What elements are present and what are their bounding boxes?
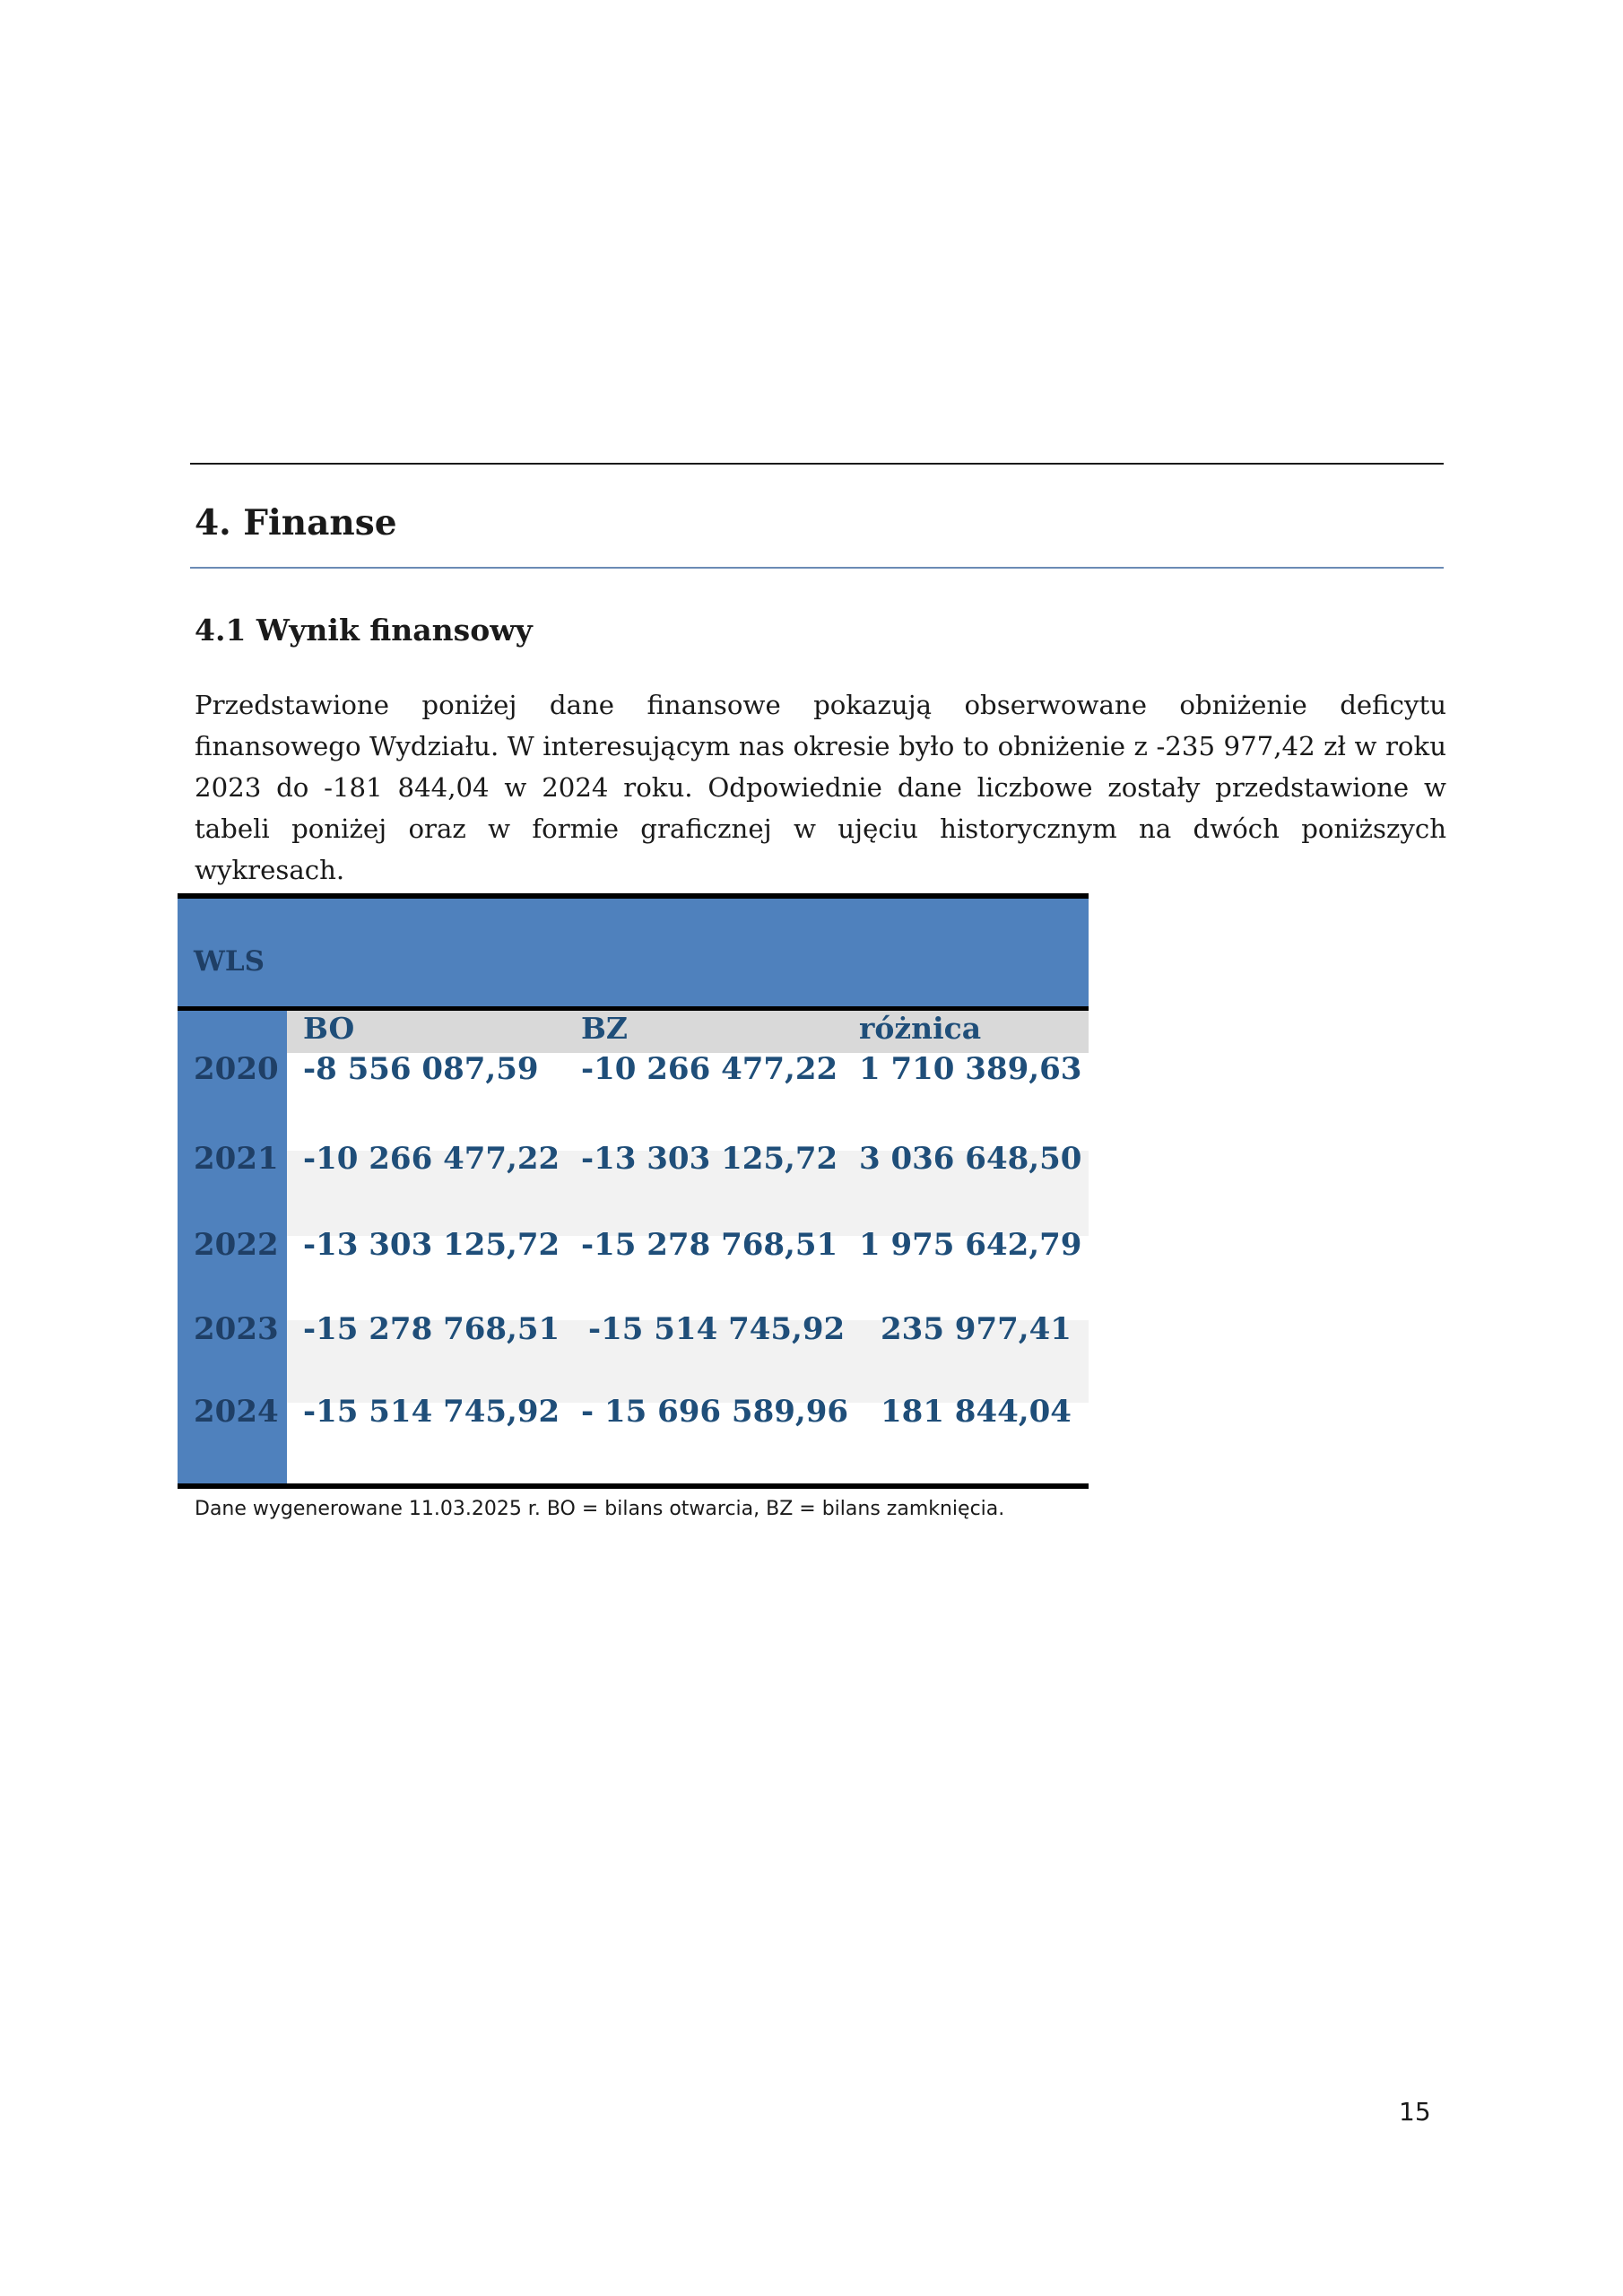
table-caption-row bbox=[178, 899, 1089, 1006]
cell-bo: -10 266 477,22 bbox=[303, 1141, 560, 1177]
finance-table bbox=[178, 893, 1089, 1489]
intro-paragraph: Przedstawione poniżej dane finansowe pokazują obserwowane obniżenie deficytu finansowego Wydziału. W interesującym nas okresie było to obniżenie z -235 977,42 zł w roku 2023 do -181 844,04 w 2024 roku. Odpowiednie dane liczbowe zostały przedstawione w tabeli poniżej oraz w formie graficznej w ujęciu historycznym na dwóch poniższych wykresach. bbox=[195, 690, 1446, 885]
table-note: Dane wygenerowane 11.03.2025 r. BO = bilans otwarcia, BZ = bilans zamknięcia. bbox=[195, 1498, 1005, 1520]
cell-bo: -8 556 087,59 bbox=[303, 1051, 539, 1087]
cell-bz: - 15 696 589,96 bbox=[581, 1394, 849, 1430]
table-bottom-border bbox=[178, 1483, 1089, 1489]
row-year: 2024 bbox=[194, 1394, 279, 1430]
cell-bz: -10 266 477,22 bbox=[581, 1051, 838, 1087]
cell-bz: -15 514 745,92 bbox=[588, 1311, 846, 1347]
cell-diff: 181 844,04 bbox=[881, 1394, 1072, 1430]
cell-diff: 235 977,41 bbox=[881, 1311, 1072, 1347]
row-year: 2020 bbox=[194, 1051, 279, 1087]
row-year: 2023 bbox=[194, 1311, 279, 1347]
cell-diff: 1 710 389,63 bbox=[859, 1051, 1082, 1087]
cell-bo: -13 303 125,72 bbox=[303, 1227, 560, 1263]
table-caption: WLS bbox=[194, 945, 265, 978]
row-year: 2021 bbox=[194, 1141, 279, 1177]
cell-bz: -15 278 768,51 bbox=[581, 1227, 838, 1263]
column-header-bo: BO bbox=[303, 1011, 355, 1046]
cell-diff: 3 036 648,50 bbox=[859, 1141, 1082, 1177]
column-header-bz: BZ bbox=[581, 1011, 628, 1046]
section-title-underline bbox=[190, 567, 1444, 569]
column-header-diff: różnica bbox=[859, 1011, 982, 1046]
subsection-title: 4.1 Wynik finansowy bbox=[195, 613, 533, 648]
cell-diff: 1 975 642,79 bbox=[859, 1227, 1082, 1263]
cell-bo: -15 278 768,51 bbox=[303, 1311, 560, 1347]
cell-bz: -13 303 125,72 bbox=[581, 1141, 838, 1177]
section-title: 4. Finanse bbox=[195, 502, 397, 544]
top-divider bbox=[190, 463, 1444, 465]
cell-bo: -15 514 745,92 bbox=[303, 1394, 560, 1430]
page-number: 15 bbox=[1399, 2097, 1431, 2126]
row-year: 2022 bbox=[194, 1227, 279, 1263]
